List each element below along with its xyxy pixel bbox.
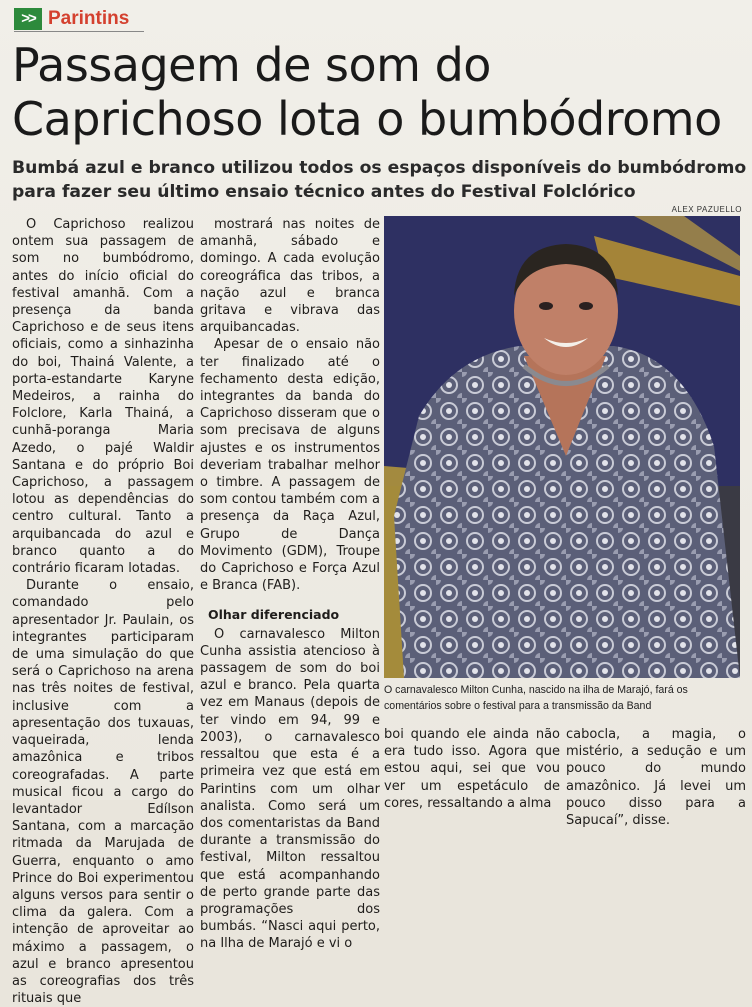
article-column-4 bbox=[566, 726, 746, 829]
article-column-3 bbox=[384, 726, 560, 812]
article-subtitle: Olhar diferenciado bbox=[208, 607, 340, 623]
article-photo bbox=[384, 216, 740, 678]
paragraph: boi quando ele ainda não era tudo isso. Agora que estou aqui, sei que vou ver um espetáculo de cores, ressaltando a alma bbox=[384, 727, 560, 811]
photo-caption: O carnavalesco Milton Cunha, nascido na ilha de Marajó, fará os comentários sobre o festival para a transmissão da Band bbox=[384, 684, 688, 712]
subhead: Bumbá azul e branco utilizou todos os espaços disponíveis do bumbódromo para fazer seu último ensaio técnico antes do Festival Folclórico bbox=[12, 158, 747, 202]
paragraph: Durante o ensaio, comandado pelo apresentador Jr. Paulain, os integrantes participaram de uma simulação do que será o Caprichoso na arena nas três noites de festival, inclusive com a apresentação dos tuxauas, vaqueirada, lenda amazônica e tribos coreografadas. A parte musical ficou a cargo do levantador Edílson Santana, com a marcação ritmada da Marujada de Guerra, enquanto o amo Prince do Boi experimentou alguns versos para sentir o clima da galera. Com a intenção de aproveitar ao máximo a passagem, o azul e branco apresentou as coreografias dos três rituais que bbox=[12, 578, 194, 1007]
paragraph: cabocla, a magia, o mistério, a sedução e um pouco do mundo amazônico. Já levei um pouco disso para a Sapucaí”, disse. bbox=[566, 727, 746, 829]
paragraph: O Caprichoso realizou ontem sua passagem de som no bumbódromo, antes do início oficial do festival amanhã. Com a presença da banda Caprichoso e de seus itens oficiais, como a sinhazinha do boi, Thainá Valente, a porta-estandarte Karyne Medeiros, a rainha do Folclore, Karla Thainá, a cunhã-poranga Maria Azedo, o pajé Waldir Santana e do próprio Boi Caprichoso, a passagem lotou as dependências do centro cultural. Tanto a arquibancada do azul e branco quanto a do contrário ficaram lotadas. bbox=[12, 217, 194, 577]
section-tag bbox=[14, 8, 129, 30]
paragraph: O carnavalesco Milton Cunha assistia atencioso à passagem de som do boi azul e branco. Pela quarta vez em Manaus (depois de ter vindo em 94, 99 e 2003), o carnavalesco ressaltou que esta é a primeira vez que está em Parintins com um olhar analista. Como será um dos comentaristas da Band durante a transmissão do festival, Milton ressaltou que está acompanhando de perto grande parte das programações dos bumbás. “Nasci aqui perto, na Ilha de Marajó e vi o bbox=[200, 626, 380, 952]
paragraph: Apesar de o ensaio não ter finalizado até o fechamento desta edição, integrantes da banda do Caprichoso disseram que o som precisava de alguns ajustes e os instrumentos deveriam trabalhar melhor o timbre. A passagem de som contou também com a presença da Raça Azul, Grupo de Dança Movimento (GDM), Troupe do Caprichoso e Força Azul e Branca (FAB). bbox=[200, 337, 380, 594]
article-column-2 bbox=[200, 216, 380, 953]
paragraph: mostrará nas noites de amanhã, sábado e domingo. A cada evolução coreográfica das tribos, a nação azul e branca gritava e vibrava das arquibancadas. bbox=[200, 217, 380, 336]
headline: Passagem de som do Caprichoso lota o bumbódromo bbox=[12, 38, 722, 146]
section-rule bbox=[14, 31, 144, 32]
section-label: Parintins bbox=[48, 8, 130, 29]
article-column-1 bbox=[12, 216, 194, 1007]
photo-credit: ALEX PAZUELLO bbox=[671, 205, 742, 214]
man-portrait-illustration bbox=[384, 216, 740, 678]
double-chevron-right-icon: >> bbox=[14, 8, 42, 30]
